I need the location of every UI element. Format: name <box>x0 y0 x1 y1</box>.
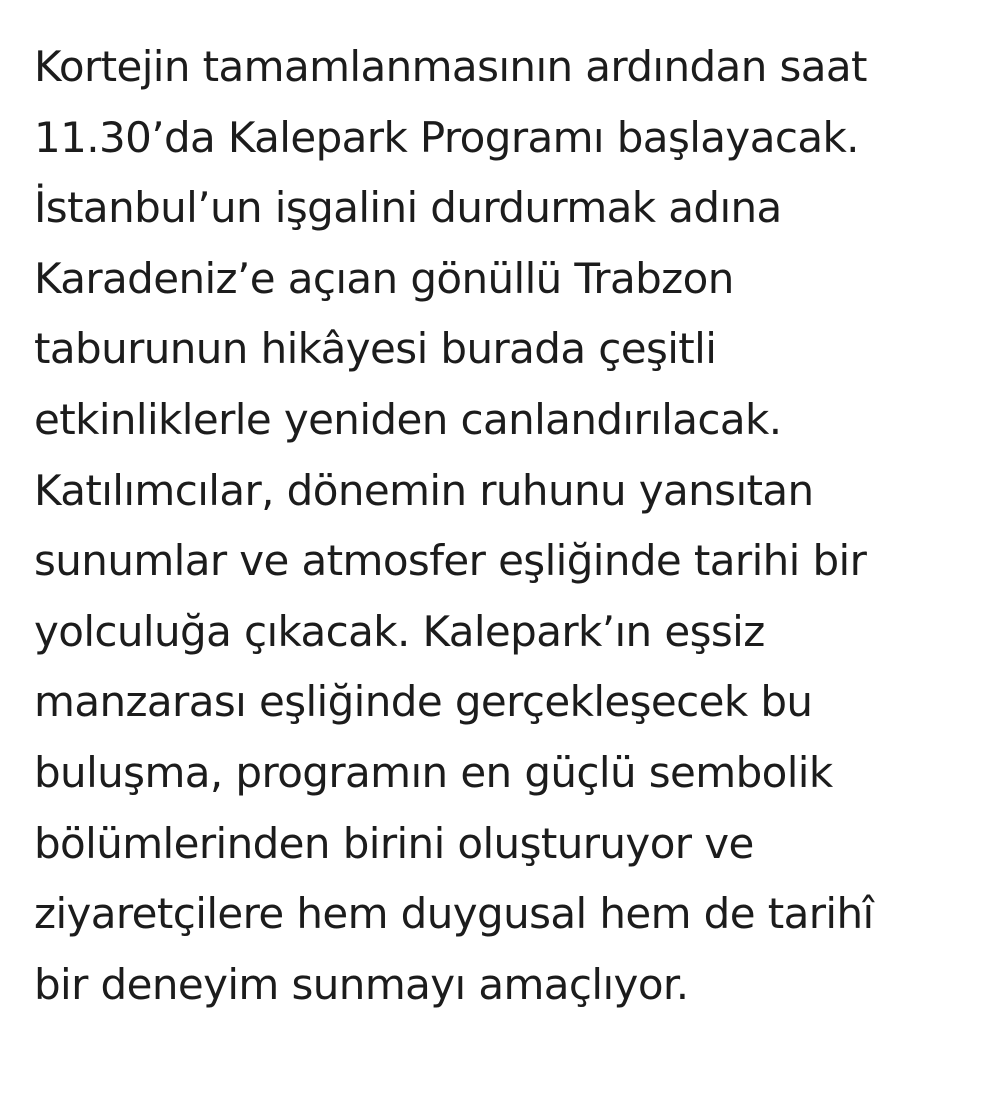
article-text <box>34 32 984 1020</box>
text-line: Katılımcılar, dönemin ruhunu yansıtan <box>34 465 814 515</box>
text-line: bir deneyim sunmayı amaçlıyor. <box>34 959 689 1009</box>
text-line: bölümlerinden birini oluşturuyor ve <box>34 818 754 868</box>
text-line: yolculuğa çıkacak. Kalepark’ın eşsiz <box>34 606 765 656</box>
text-line: etkinliklerle yeniden canlandırılacak. <box>34 394 782 444</box>
text-line: 11.30’da Kalepark Programı başlayacak. <box>34 112 859 162</box>
text-line: Karadeniz’e açıan gönüllü Trabzon <box>34 253 734 303</box>
text-line: buluşma, programın en güçlü sembolik <box>34 747 833 797</box>
text-line: Kortejin tamamlanmasının ardından saat <box>34 42 867 91</box>
text-line: taburunun hikâyesi burada çeşitli <box>34 324 717 374</box>
text-line: sunumlar ve atmosfer eşliğinde tarihi bir <box>34 536 867 586</box>
text-line: manzarası eşliğinde gerçekleşecek bu <box>34 677 813 727</box>
text-line: İstanbul’un işgalini durdurmak adına <box>34 183 782 233</box>
text-line: ziyaretçilere hem duygusal hem de tarihî <box>34 889 874 939</box>
